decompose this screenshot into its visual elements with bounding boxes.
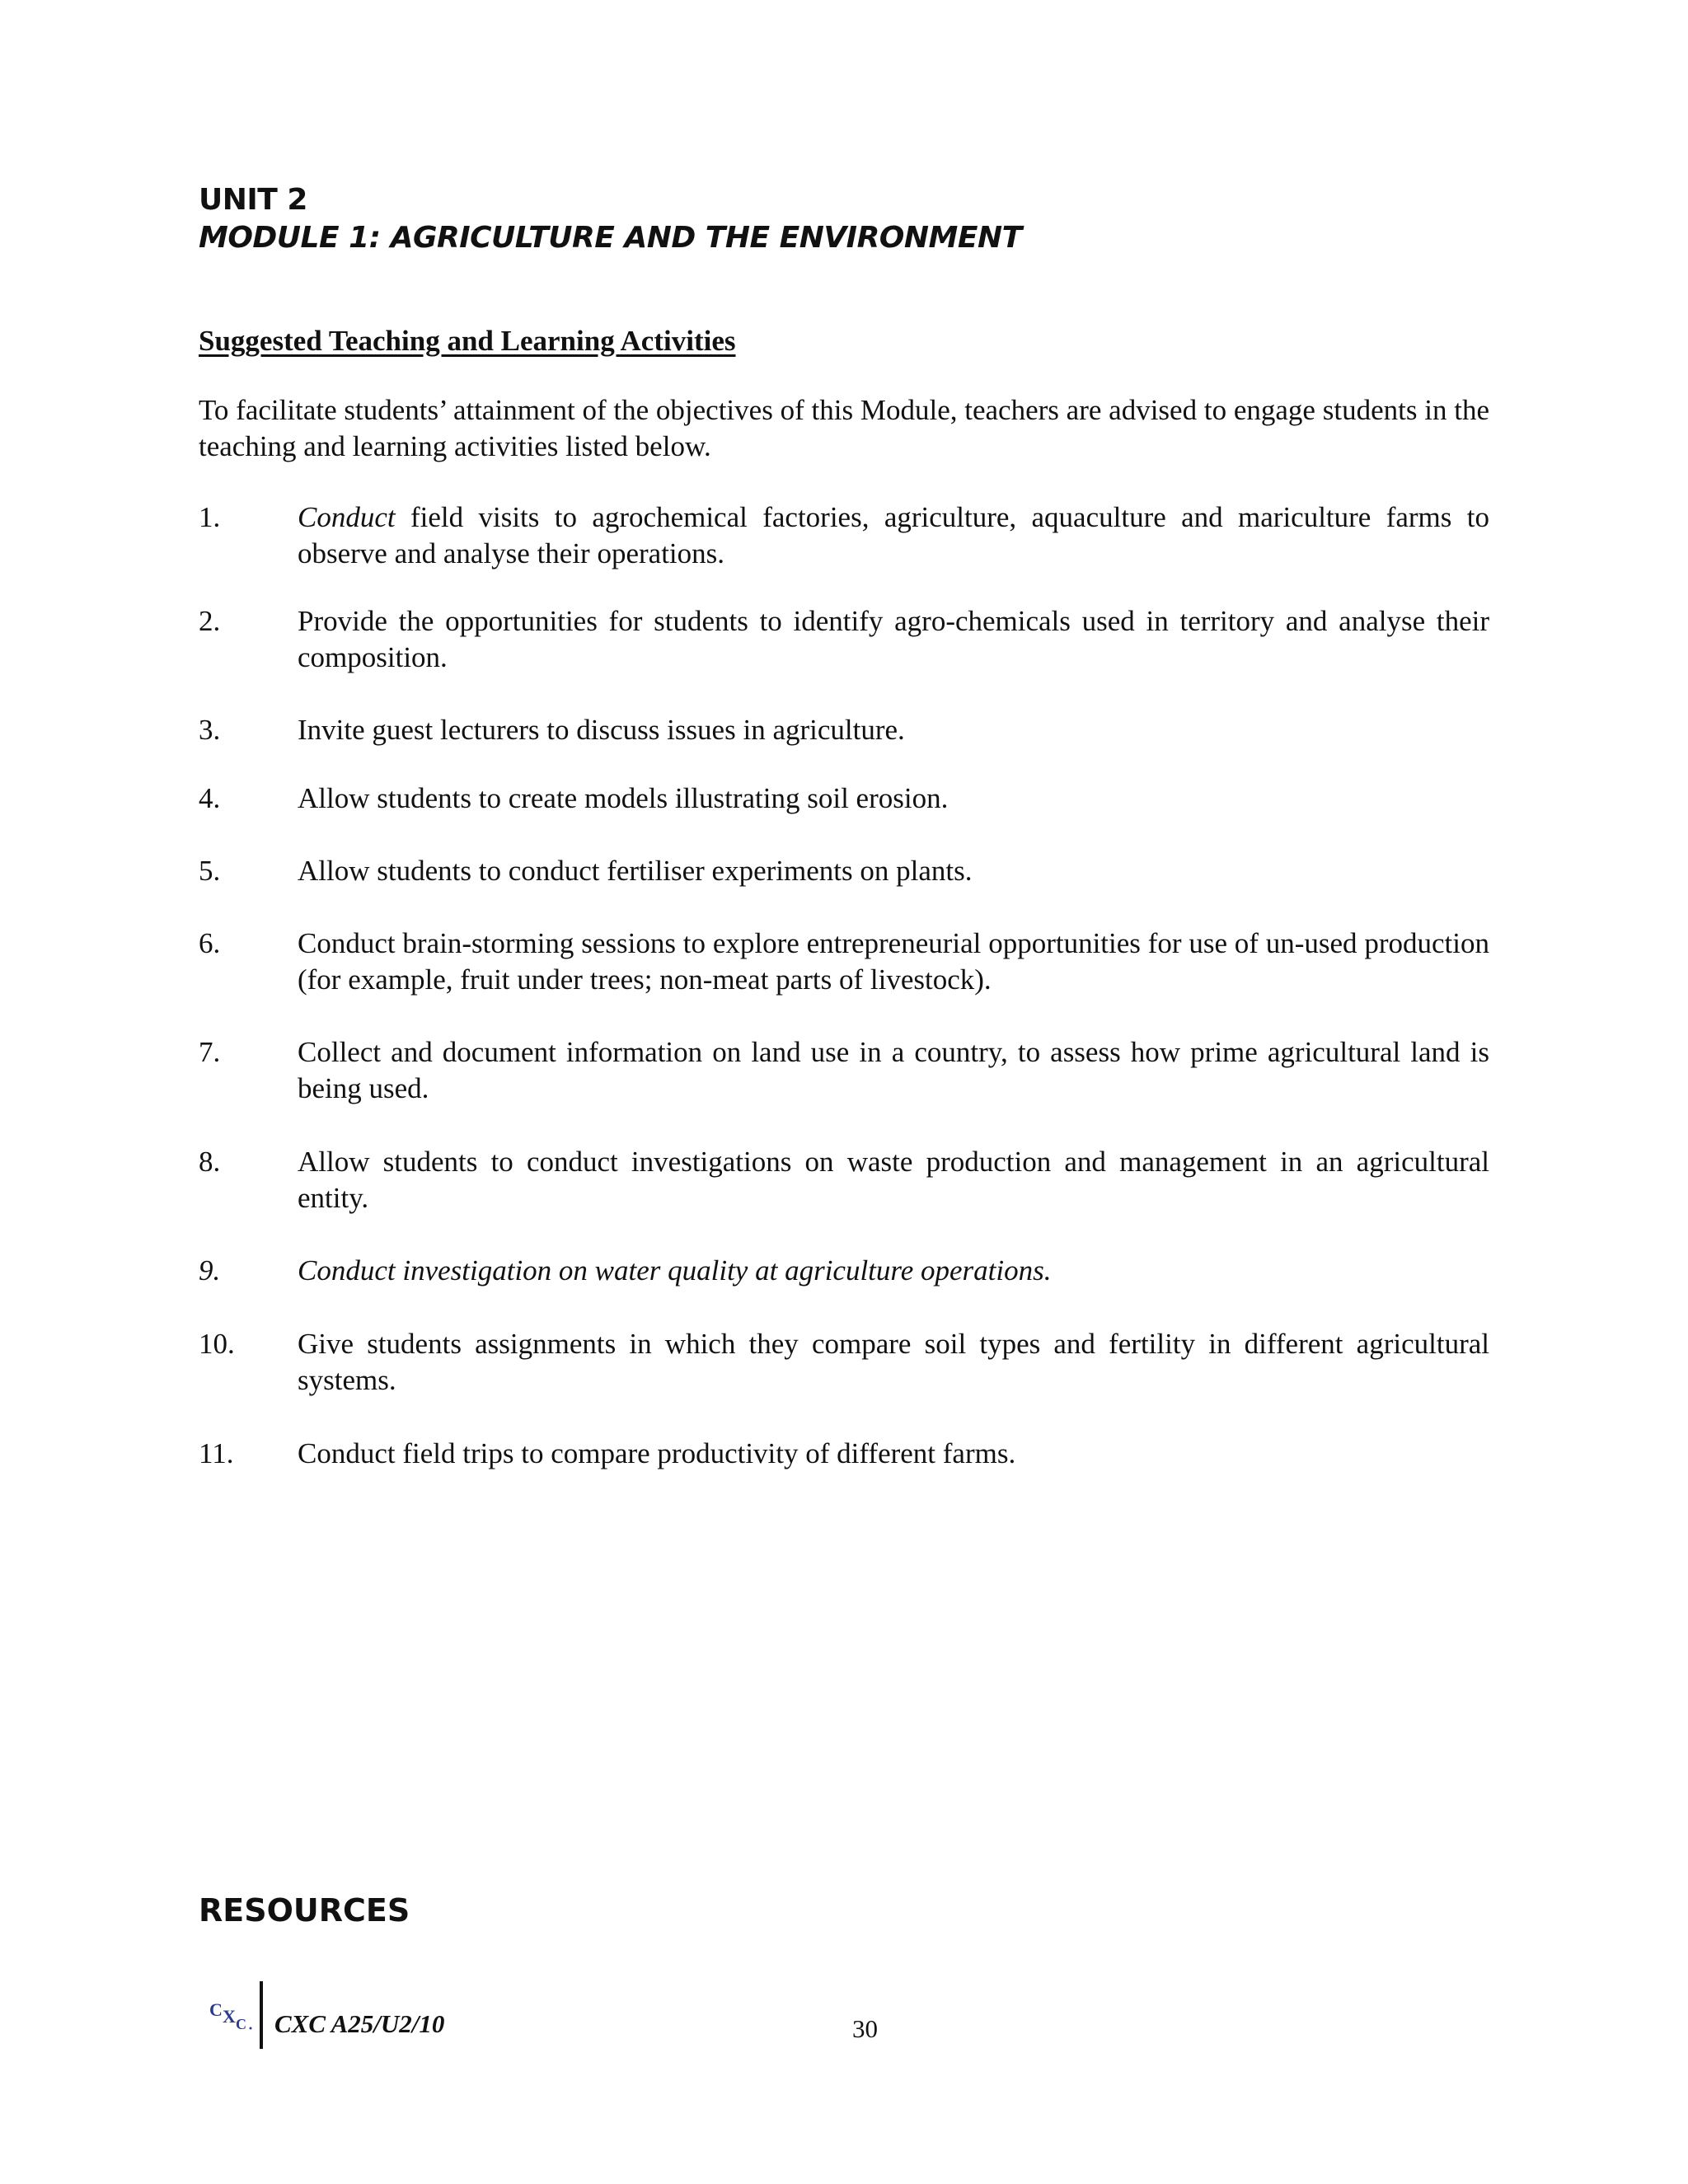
list-item-number: 6. xyxy=(199,927,221,959)
list-item xyxy=(199,1034,1489,1107)
list-item-text: Conduct brain-storming sessions to explore entrepreneurial opportunities for use of un-used production (for example, fruit under trees; non-meat parts of livestock). xyxy=(298,927,1489,996)
list-item-number: 5. xyxy=(199,855,221,887)
list-item-text: Collect and document information on land use in a country, to assess how prime agricultural land is being used. xyxy=(298,1036,1489,1104)
list-item-text: Allow students to create models illustrating soil erosion. xyxy=(298,782,949,814)
list-item-number: 2. xyxy=(199,605,221,637)
module-title: MODULE 1: AGRICULTURE AND THE ENVIRONMENT xyxy=(199,221,1022,255)
list-item-lead: Conduct xyxy=(298,501,396,533)
list-item xyxy=(199,499,1489,572)
list-item xyxy=(199,1144,1489,1216)
list-item-text: Allow students to conduct investigations on waste production and management in an agricultural entity. xyxy=(298,1146,1489,1214)
list-item xyxy=(199,1436,1489,1472)
list-item-text: Conduct investigation on water quality at agriculture operations. xyxy=(298,1254,1052,1286)
intro-paragraph: To facilitate students’ attainment of the objectives of this Module, teachers are advised to engage students in the teaching and learning activities listed below. xyxy=(199,394,1489,462)
footer-document-code: CXC A25/U2/10 xyxy=(274,2009,445,2038)
list-item-body: field visits to agrochemical factories, agriculture, aquaculture and mariculture farms to observe and analyse their operations. xyxy=(298,501,1489,569)
list-item xyxy=(199,712,1489,748)
list-item-number: 4. xyxy=(199,782,221,814)
list-item-number: 7. xyxy=(199,1036,221,1068)
list-item-text: Allow students to conduct fertiliser experiments on plants. xyxy=(298,855,973,887)
section-heading: Suggested Teaching and Learning Activities xyxy=(199,325,736,357)
list-item-number: 11. xyxy=(199,1437,234,1469)
list-item-text: Invite guest lecturers to discuss issues in agriculture. xyxy=(298,714,905,746)
svg-text:C: C xyxy=(236,2016,246,2032)
list-item-text: Conduct field trips to compare productivity of different farms. xyxy=(298,1437,1016,1469)
list-item-number: 8. xyxy=(199,1146,221,1178)
page-number: 30 xyxy=(852,2014,878,2043)
list-item-number: 9. xyxy=(199,1254,221,1286)
svg-text:C: C xyxy=(209,1999,223,2020)
list-item-number: 3. xyxy=(199,714,221,746)
list-item xyxy=(199,926,1489,998)
list-item xyxy=(199,853,1489,889)
list-item xyxy=(199,780,1489,817)
list-item-text: Provide the opportunities for students to identify agro-chemicals used in territory and analyse their composition. xyxy=(298,605,1489,673)
list-item-number: 10. xyxy=(199,1328,235,1360)
list-item-text: Give students assignments in which they compare soil types and fertility in different agricultural systems. xyxy=(298,1328,1489,1396)
list-item xyxy=(199,1253,1489,1289)
cxc-logo xyxy=(208,1990,257,2039)
unit-title: UNIT 2 xyxy=(199,183,307,217)
footer-divider xyxy=(260,1981,263,2049)
resources-heading: RESOURCES xyxy=(199,1892,410,1929)
svg-text:X: X xyxy=(223,2006,236,2027)
list-item xyxy=(199,603,1489,676)
list-item-text xyxy=(298,499,1489,572)
list-item-number: 1. xyxy=(199,501,221,533)
list-item xyxy=(199,1326,1489,1399)
